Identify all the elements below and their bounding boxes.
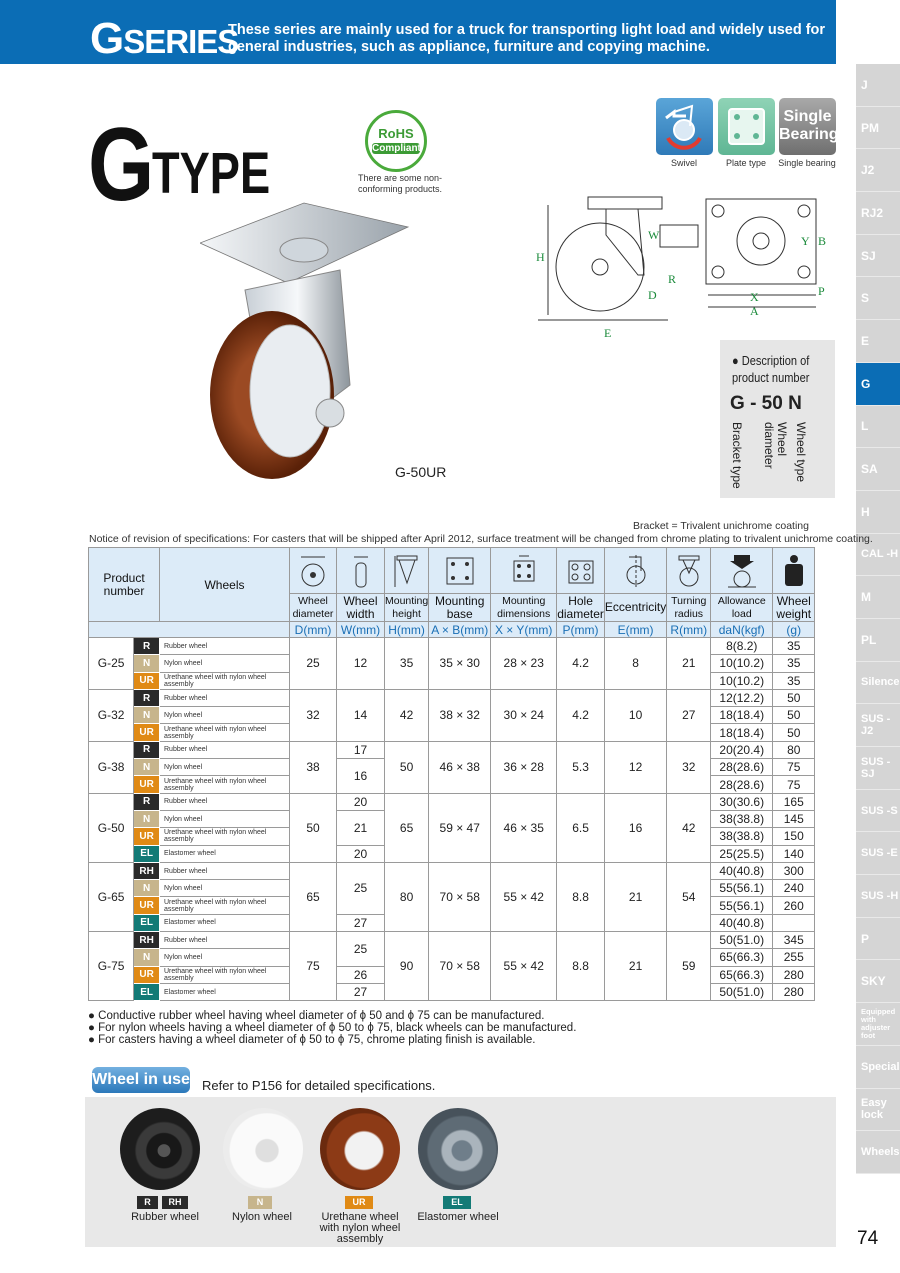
- wheel-weight-cell: 35: [773, 672, 815, 689]
- allowance-load-cell: 40(40.8): [711, 914, 773, 931]
- revision-note: Notice of revision of specifications: For casters that will be shipped after April 2012, surface treatment will be changed from chrome plating to trivalent unichrome coating.: [89, 533, 873, 545]
- wheel-weight-cell: 50: [773, 724, 815, 741]
- elastomer-wheel-image: [418, 1108, 498, 1190]
- plate-type-label: Plate type: [725, 158, 767, 168]
- page-title: G TYPE: [88, 107, 271, 223]
- wheel-weight-cell: 75: [773, 776, 815, 793]
- wheel-width-cell: 27: [337, 983, 385, 1000]
- rubber-wheel-label: Rubber wheel: [131, 1211, 199, 1223]
- wheel-weight-cell: 35: [773, 655, 815, 672]
- description-title: ● Description of product number: [732, 353, 810, 385]
- urethane-wheel-image: [320, 1108, 400, 1190]
- allowance-load-icon: [711, 548, 773, 594]
- wheel-width-cell: 21: [337, 810, 385, 845]
- note-item: ● For casters having a wheel diameter of ϕ 50 to ϕ 75, chrome plating finish is available.: [88, 1034, 536, 1046]
- wheel-width-cell: 25: [337, 932, 385, 967]
- dim-label-h: H: [536, 250, 545, 264]
- series-description: These series are mainly used for a truck for transporting light load and widely used for general industries, such as appliance, furniture and copying machine.: [228, 22, 826, 55]
- column-unit: daN(kgf): [711, 622, 773, 638]
- hole-diameter-icon: [557, 548, 605, 594]
- wheel-weight-cell: 80: [773, 741, 815, 758]
- wheel-width-icon: [337, 548, 385, 594]
- mounting-dimensions-icon: [491, 548, 557, 594]
- wheel-type-label: Wheel type: [794, 422, 808, 483]
- dim-label-a: A: [750, 304, 759, 318]
- single-bearing-label: Single bearing: [778, 158, 836, 168]
- dim-label-p: P: [818, 284, 825, 298]
- caster-product-image: [200, 195, 410, 495]
- column-unit: (g): [773, 622, 815, 638]
- mounting-height-icon: [385, 548, 429, 594]
- wheel-weight-cell: 75: [773, 759, 815, 776]
- wheel-weight-cell: 280: [773, 966, 815, 983]
- column-header: Wheel weight: [773, 594, 815, 622]
- table-row: [89, 638, 815, 655]
- rohs-compliant-badge: RoHS Compliant: [365, 110, 427, 172]
- header-wheels: Wheels: [160, 548, 290, 622]
- wheel-code-badge: R: [134, 793, 160, 810]
- product-number-cell: G-38: [89, 741, 134, 793]
- table-row: [89, 862, 815, 879]
- mounting-height-cell: 42: [385, 689, 429, 741]
- product-number-cell: G-32: [89, 689, 134, 741]
- side-index-item[interactable]: PM: [856, 107, 900, 150]
- column-unit: A × B(mm): [429, 622, 491, 638]
- column-header: Allowance load: [711, 594, 773, 622]
- side-index-item[interactable]: H: [856, 491, 900, 534]
- wheel-width-cell: 17: [337, 741, 385, 758]
- wheel-weight-cell: 280: [773, 983, 815, 1000]
- specification-table: [88, 547, 815, 1001]
- mounting-height-cell: 65: [385, 793, 429, 862]
- column-unit: D(mm): [290, 622, 337, 638]
- wheel-diameter-icon: [290, 548, 337, 594]
- wheel-diameter-label: Wheel diameter: [762, 422, 789, 469]
- hole-diameter-cell: 8.8: [557, 862, 605, 931]
- product-number-description: [720, 340, 835, 498]
- dim-label-w: W: [648, 228, 660, 242]
- wheel-diameter-cell: 25: [290, 638, 337, 690]
- rubber-wheel-image: [120, 1108, 200, 1190]
- series-title: GSERIES: [90, 14, 239, 63]
- wheel-name-cell: Urethane wheel with nylon wheel assembly: [160, 776, 290, 793]
- column-header: Wheel width: [337, 594, 385, 622]
- hole-diameter-cell: 8.8: [557, 932, 605, 1001]
- eccentricity-cell: 21: [604, 862, 666, 931]
- product-image-caption: G-50UR: [395, 464, 447, 480]
- turning-radius-cell: 42: [667, 793, 711, 862]
- allowance-load-cell: 25(25.5): [711, 845, 773, 862]
- wheel-name-cell: Nylon wheel: [160, 880, 290, 897]
- wheel-weight-cell: 35: [773, 638, 815, 655]
- wheel-diameter-cell: 65: [290, 862, 337, 931]
- allowance-load-cell: 40(40.8): [711, 862, 773, 879]
- eccentricity-cell: 12: [604, 741, 666, 793]
- column-header: Mounting dimensions: [491, 594, 557, 622]
- eccentricity-cell: 21: [604, 932, 666, 1001]
- product-number-cell: G-25: [89, 638, 134, 690]
- swivel-icon: [656, 98, 713, 155]
- table-row: [89, 932, 815, 949]
- column-header: Eccentricity: [604, 594, 666, 622]
- series-header: [0, 0, 836, 64]
- hole-diameter-cell: 4.2: [557, 638, 605, 690]
- wheel-name-cell: Nylon wheel: [160, 707, 290, 724]
- column-unit: R(mm): [667, 622, 711, 638]
- allowance-load-cell: 10(10.2): [711, 672, 773, 689]
- wheel-weight-cell: 50: [773, 689, 815, 706]
- dim-label-y: Y: [801, 234, 810, 248]
- side-index-item[interactable]: S: [856, 277, 900, 320]
- wheel-width-cell: 26: [337, 966, 385, 983]
- wheel-width-cell: 20: [337, 793, 385, 810]
- mounting-dimensions-cell: 55 × 42: [491, 932, 557, 1001]
- wheel-code-badge: N: [134, 949, 160, 966]
- allowance-load-cell: 38(38.8): [711, 810, 773, 827]
- wheel-diameter-cell: 50: [290, 793, 337, 862]
- mounting-base-cell: 70 × 58: [429, 862, 491, 931]
- wheel-name-cell: Rubber wheel: [160, 793, 290, 810]
- mounting-base-cell: 46 × 38: [429, 741, 491, 793]
- wheel-name-cell: Elastomer wheel: [160, 845, 290, 862]
- wheel-weight-cell: [773, 914, 815, 931]
- notes-list: [88, 1010, 576, 1046]
- allowance-load-cell: 50(51.0): [711, 983, 773, 1000]
- wheel-weight-cell: 240: [773, 880, 815, 897]
- wheel-code-badge: UR: [134, 672, 160, 689]
- turning-radius-cell: 54: [667, 862, 711, 931]
- wheel-in-use-reference: Refer to P156 for detailed specifications.: [202, 1078, 436, 1093]
- wheel-name-cell: Urethane wheel with nylon wheel assembly: [160, 966, 290, 983]
- table-row: [89, 741, 815, 758]
- allowance-load-cell: 65(66.3): [711, 949, 773, 966]
- wheel-code-badge: UR: [134, 776, 160, 793]
- side-index-item[interactable]: Easy lock: [856, 1089, 900, 1132]
- wheel-diameter-cell: 75: [290, 932, 337, 1001]
- nylon-wheel-image: [223, 1108, 303, 1190]
- code-chip-n: N: [248, 1196, 272, 1209]
- allowance-load-cell: 55(56.1): [711, 880, 773, 897]
- wheel-code-badge: N: [134, 810, 160, 827]
- dim-label-r: R: [668, 272, 677, 286]
- turning-radius-icon: [667, 548, 711, 594]
- allowance-load-cell: 28(28.6): [711, 759, 773, 776]
- hole-diameter-cell: 4.2: [557, 689, 605, 741]
- allowance-load-cell: 30(30.6): [711, 793, 773, 810]
- dim-label-e: E: [604, 326, 612, 340]
- wheel-width-cell: 16: [337, 759, 385, 794]
- side-index-item[interactable]: RJ2: [856, 192, 900, 235]
- wheel-width-cell: 27: [337, 914, 385, 931]
- wheel-code-badge: N: [134, 707, 160, 724]
- product-number-cell: G-65: [89, 862, 134, 931]
- hole-diameter-cell: 5.3: [557, 741, 605, 793]
- wheel-code-badge: UR: [134, 897, 160, 914]
- mounting-height-cell: 50: [385, 741, 429, 793]
- column-unit: W(mm): [337, 622, 385, 638]
- side-index-item[interactable]: E: [856, 320, 900, 363]
- wheel-width-cell: 12: [337, 638, 385, 690]
- wheel-weight-cell: 50: [773, 707, 815, 724]
- wheel-weight-cell: 140: [773, 845, 815, 862]
- allowance-load-cell: 50(51.0): [711, 932, 773, 949]
- wheel-code-badge: R: [134, 741, 160, 758]
- allowance-load-cell: 20(20.4): [711, 741, 773, 758]
- single-bearing-icon: Single Bearing: [779, 98, 836, 155]
- eccentricity-cell: 10: [604, 689, 666, 741]
- side-index-item[interactable]: P: [856, 918, 900, 961]
- wheel-name-cell: Rubber wheel: [160, 638, 290, 655]
- wheel-width-cell: 14: [337, 689, 385, 741]
- side-index-item[interactable]: L: [856, 406, 900, 449]
- mounting-base-cell: 70 × 58: [429, 932, 491, 1001]
- wheel-code-badge: R: [134, 638, 160, 655]
- eccentricity-cell: 16: [604, 793, 666, 862]
- bracket-type-label: Bracket type: [730, 422, 744, 489]
- nylon-wheel-label: Nylon wheel: [232, 1211, 292, 1223]
- column-header: Mounting height: [385, 594, 429, 620]
- allowance-load-cell: 18(18.4): [711, 724, 773, 741]
- side-index-item[interactable]: CAL -H: [856, 534, 900, 577]
- wheel-code-badge: RH: [134, 932, 160, 949]
- note-item: ● For nylon wheels having a wheel diameter of ϕ 50 to ϕ 75, black wheels can be manufactured.: [88, 1022, 577, 1034]
- allowance-load-cell: 65(66.3): [711, 966, 773, 983]
- allowance-load-cell: 10(10.2): [711, 655, 773, 672]
- page-number: 74: [857, 1228, 879, 1249]
- column-unit: X × Y(mm): [491, 622, 557, 638]
- side-index-item[interactable]: SA: [856, 448, 900, 491]
- plate-type-icon: [718, 98, 775, 155]
- note-item: ● Conductive rubber wheel having wheel diameter of ϕ 50 and ϕ 75 can be manufactured.: [88, 1010, 545, 1022]
- side-index-item[interactable]: SUS -SJ: [856, 747, 900, 790]
- wheel-code-badge: N: [134, 759, 160, 776]
- side-index-item[interactable]: Special: [856, 1046, 900, 1089]
- wheel-weight-cell: 260: [773, 897, 815, 914]
- wheel-weight-cell: 150: [773, 828, 815, 845]
- wheel-width-cell: 25: [337, 862, 385, 914]
- elastomer-wheel-label: Elastomer wheel: [417, 1211, 499, 1223]
- mounting-height-cell: 35: [385, 638, 429, 690]
- dim-label-x: X: [750, 290, 759, 304]
- side-index-item[interactable]: Wheels: [856, 1131, 900, 1174]
- wheel-weight-cell: 165: [773, 793, 815, 810]
- wheel-name-cell: Urethane wheel with nylon wheel assembly: [160, 724, 290, 741]
- wheel-name-cell: Rubber wheel: [160, 862, 290, 879]
- column-header: Hole diameter: [557, 593, 604, 621]
- wheel-name-cell: Elastomer wheel: [160, 983, 290, 1000]
- wheel-name-cell: Nylon wheel: [160, 810, 290, 827]
- side-index-item[interactable]: SUS -H: [856, 875, 900, 918]
- allowance-load-cell: 8(8.2): [711, 638, 773, 655]
- code-chip-rh: RH: [162, 1196, 188, 1209]
- wheel-name-cell: Nylon wheel: [160, 759, 290, 776]
- allowance-load-cell: 55(56.1): [711, 897, 773, 914]
- product-number-cell: G-50: [89, 793, 134, 862]
- side-index-item[interactable]: SJ: [856, 235, 900, 278]
- table-row: [89, 793, 815, 810]
- allowance-load-cell: 28(28.6): [711, 776, 773, 793]
- side-index-item[interactable]: G: [856, 363, 900, 406]
- product-number-cell: G-75: [89, 932, 134, 1001]
- allowance-load-cell: 18(18.4): [711, 707, 773, 724]
- urethane-wheel-label: Urethane wheel with nylon wheel assembly: [319, 1211, 401, 1245]
- side-index-item[interactable]: SUS -E: [856, 832, 900, 875]
- side-index-item[interactable]: SUS -J2: [856, 704, 900, 747]
- wheel-weight-cell: 300: [773, 862, 815, 879]
- allowance-load-cell: 12(12.2): [711, 689, 773, 706]
- turning-radius-cell: 27: [667, 689, 711, 741]
- wheel-in-use-badge: Wheel in use: [92, 1067, 190, 1093]
- wheel-code-badge: EL: [134, 983, 160, 1000]
- hole-diameter-cell: 6.5: [557, 793, 605, 862]
- wheel-code-badge: UR: [134, 724, 160, 741]
- mounting-dimensions-cell: 46 × 35: [491, 793, 557, 862]
- mounting-base-cell: 59 × 47: [429, 793, 491, 862]
- mounting-base-cell: 38 × 32: [429, 689, 491, 741]
- mounting-dimensions-cell: 28 × 23: [491, 638, 557, 690]
- wheel-name-cell: Nylon wheel: [160, 655, 290, 672]
- wheel-name-cell: Elastomer wheel: [160, 914, 290, 931]
- turning-radius-cell: 59: [667, 932, 711, 1001]
- side-index-item[interactable]: PL: [856, 619, 900, 662]
- wheel-weight-icon: [773, 548, 815, 594]
- code-chip-ur: UR: [345, 1196, 373, 1209]
- side-index-item[interactable]: M: [856, 576, 900, 619]
- wheel-weight-cell: 255: [773, 949, 815, 966]
- code-chip-el: EL: [443, 1196, 471, 1209]
- wheel-name-cell: Urethane wheel with nylon wheel assembly: [160, 672, 290, 689]
- side-index-item[interactable]: Silence: [856, 662, 900, 705]
- wheel-name-cell: Rubber wheel: [160, 741, 290, 758]
- column-header: Wheel diameter: [290, 594, 337, 622]
- dimension-drawing: [518, 195, 838, 345]
- turning-radius-cell: 32: [667, 741, 711, 793]
- wheel-name-cell: Rubber wheel: [160, 932, 290, 949]
- side-index-item[interactable]: J2: [856, 149, 900, 192]
- column-header: Mounting base: [429, 594, 491, 622]
- swivel-label: Swivel: [670, 158, 697, 168]
- allowance-load-cell: 38(38.8): [711, 828, 773, 845]
- wheel-name-cell: Urethane wheel with nylon wheel assembly: [160, 828, 290, 845]
- wheel-code-badge: RH: [134, 862, 160, 879]
- bracket-note: Bracket = Trivalent unichrome coating: [633, 520, 809, 532]
- wheel-name-cell: Urethane wheel with nylon wheel assembly: [160, 897, 290, 914]
- wheel-code-badge: R: [134, 689, 160, 706]
- mounting-dimensions-cell: 30 × 24: [491, 689, 557, 741]
- dim-label-b: B: [818, 234, 827, 248]
- mounting-base-cell: 35 × 30: [429, 638, 491, 690]
- column-unit: H(mm): [385, 622, 429, 638]
- mounting-dimensions-cell: 55 × 42: [491, 862, 557, 931]
- wheel-width-cell: 20: [337, 845, 385, 862]
- side-index-item[interactable]: SKY: [856, 960, 900, 1003]
- side-index-nav: [856, 64, 900, 1174]
- wheel-code-badge: UR: [134, 966, 160, 983]
- wheel-code-badge: N: [134, 880, 160, 897]
- wheel-weight-cell: 345: [773, 932, 815, 949]
- wheel-name-cell: Rubber wheel: [160, 689, 290, 706]
- wheel-code-badge: EL: [134, 845, 160, 862]
- rohs-note: There are some non-conforming products.: [357, 173, 443, 194]
- wheel-diameter-cell: 32: [290, 689, 337, 741]
- wheel-code-badge: EL: [134, 914, 160, 931]
- column-unit: P(mm): [557, 622, 605, 638]
- turning-radius-cell: 21: [667, 638, 711, 690]
- product-code-example: G - 50 N: [730, 393, 802, 414]
- side-index-item[interactable]: Equipped with adjuster foot: [856, 1003, 900, 1046]
- mounting-height-cell: 90: [385, 932, 429, 1001]
- mounting-height-cell: 80: [385, 862, 429, 931]
- column-header: Turning radius: [667, 594, 711, 622]
- code-chip-r: R: [137, 1196, 158, 1209]
- table-row: [89, 689, 815, 706]
- wheel-name-cell: Nylon wheel: [160, 949, 290, 966]
- side-index-item[interactable]: SUS -S: [856, 790, 900, 833]
- side-index-item[interactable]: J: [856, 64, 900, 107]
- column-unit: E(mm): [604, 622, 666, 638]
- wheel-code-badge: N: [134, 655, 160, 672]
- wheel-diameter-cell: 38: [290, 741, 337, 793]
- eccentricity-cell: 8: [604, 638, 666, 690]
- header-product-number: Product number: [89, 548, 160, 622]
- mounting-base-icon: [429, 548, 491, 594]
- wheel-code-badge: UR: [134, 828, 160, 845]
- mounting-dimensions-cell: 36 × 28: [491, 741, 557, 793]
- wheel-weight-cell: 145: [773, 810, 815, 827]
- dim-label-d: D: [648, 288, 657, 302]
- eccentricity-icon: [604, 548, 666, 594]
